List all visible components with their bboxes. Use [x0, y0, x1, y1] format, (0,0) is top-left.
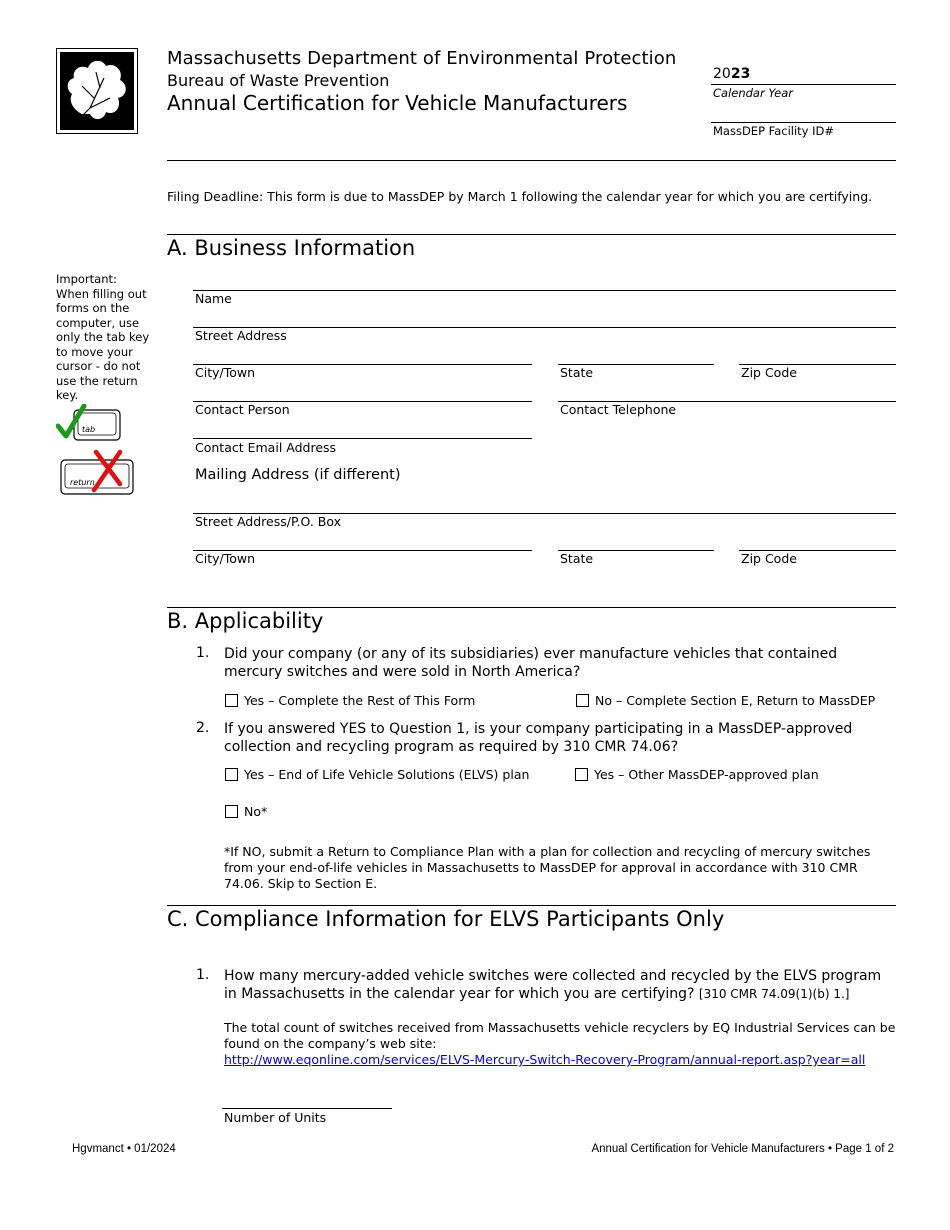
important-note: Important: When filling out forms on the computer, use only the tab key to move your cursor - do not use the return key. — [56, 272, 150, 402]
b-q2-other-option[interactable] — [575, 767, 819, 782]
oak-leaf-icon — [60, 52, 134, 130]
bureau-name: Bureau of Waste Prevention — [167, 71, 390, 90]
b-q2-number: 2. — [196, 720, 210, 736]
street-address-field[interactable] — [193, 327, 896, 328]
section-b-rule — [167, 607, 896, 608]
b-q2-text: If you answered YES to Question 1, is your company participating in a MassDEP-approved collection and recycling program as required by 310 CMR 74.06? — [224, 721, 853, 755]
state-label: State — [560, 365, 594, 380]
c-q1-question: How many mercury-added vehicle switches were collected and recycled by the ELVS program in Massachusetts in the calendar year for which you are certifying? — [224, 968, 882, 1002]
tab-key-text: tab — [82, 425, 96, 434]
section-c-rule — [167, 905, 896, 906]
name-label: Name — [195, 291, 232, 306]
year-prefix: 20 — [713, 66, 731, 82]
b-q2-elvs-label: Yes – End of Life Vehicle Solutions (ELVS) plan — [244, 767, 530, 782]
section-c-title: C. Compliance Information for ELVS Participants Only — [167, 907, 725, 931]
mailing-city-label: City/Town — [195, 551, 256, 566]
b-q1-no-label: No – Complete Section E, Return to MassDEP — [595, 693, 876, 708]
contact-email-field[interactable] — [193, 438, 532, 439]
mailing-zip-label: Zip Code — [741, 551, 797, 566]
mailing-state-label: State — [560, 551, 594, 566]
calendar-year-label: Calendar Year — [713, 86, 793, 100]
b-q1-no-checkbox[interactable] — [576, 694, 589, 707]
section-b-title: B. Applicability — [167, 609, 324, 633]
zip-label: Zip Code — [741, 365, 797, 380]
eq-report-link[interactable]: http://www.eqonline.com/services/ELVS-Mercury-Switch-Recovery-Program/annual-report.asp?year=all — [224, 1052, 866, 1067]
mailing-address-heading: Mailing Address (if different) — [195, 467, 401, 483]
massdep-logo — [56, 48, 138, 134]
header-divider — [167, 160, 896, 161]
b-q1-yes-checkbox[interactable] — [225, 694, 238, 707]
b-q1-yes-label: Yes – Complete the Rest of This Form — [244, 693, 476, 708]
b-q2-no-label: No* — [244, 804, 268, 819]
contact-email-label: Contact Email Address — [195, 440, 337, 455]
return-key-illustration — [58, 448, 138, 498]
footer-page-info: Annual Certification for Vehicle Manufacturers • Page 1 of 2 — [591, 1143, 894, 1155]
b-q2-elvs-checkbox[interactable] — [225, 768, 238, 781]
section-a-rule — [167, 234, 896, 235]
footer-form-code: Hgvmanct • 01/2024 — [72, 1143, 176, 1155]
facility-id-label: MassDEP Facility ID# — [713, 124, 835, 138]
c-q1-number: 1. — [196, 967, 210, 983]
b-q2-other-label: Yes – Other MassDEP-approved plan — [594, 767, 819, 782]
calendar-year-line — [711, 84, 896, 85]
number-of-units-field[interactable] — [222, 1108, 392, 1109]
facility-id-field[interactable] — [711, 122, 896, 123]
b-q2-no-option[interactable] — [225, 804, 267, 819]
b-q1-number: 1. — [196, 645, 210, 661]
section-a-title: A. Business Information — [167, 236, 416, 260]
contact-phone-label: Contact Telephone — [560, 402, 677, 417]
year-suffix: 23 — [730, 66, 751, 82]
return-key-text: return — [70, 478, 95, 487]
tab-key-illustration — [56, 404, 126, 444]
c-q1-citation: [310 CMR 74.09(1)(b) 1.] — [698, 987, 850, 1001]
b-q2-no-checkbox[interactable] — [225, 805, 238, 818]
agency-name: Massachusetts Department of Environmental Protection — [167, 48, 677, 69]
contact-person-label: Contact Person — [195, 402, 290, 417]
b-no-footnote: *If NO, submit a Return to Compliance Plan with a plan for collection and recycling of mercury switches from your end-of-life vehicles in Massachusetts to MassDEP for approval in accordance with 310 CMR 74.06. Skip to Section E. — [224, 844, 871, 891]
calendar-year-field[interactable] — [713, 66, 750, 82]
b-q1-no-option[interactable] — [576, 693, 875, 708]
c-info-text: The total count of switches received from Massachusetts vehicle recyclers by EQ Industrial Services can be found on the company’s web site: — [224, 1020, 896, 1051]
mailing-street-label: Street Address/P.O. Box — [195, 514, 342, 529]
b-q2-elvs-option[interactable] — [225, 767, 529, 782]
filing-deadline: Filing Deadline: This form is due to MassDEP by March 1 following the calendar year for which you are certifying. — [167, 189, 873, 204]
b-q1-text: Did your company (or any of its subsidiaries) ever manufacture vehicles that contained mercury switches and were sold in North America? — [224, 646, 838, 680]
form-title: Annual Certification for Vehicle Manufacturers — [167, 91, 628, 115]
b-q1-yes-option[interactable] — [225, 693, 475, 708]
number-of-units-label: Number of Units — [224, 1110, 327, 1125]
city-label: City/Town — [195, 365, 256, 380]
name-field[interactable] — [193, 290, 896, 291]
street-address-label: Street Address — [195, 328, 287, 343]
c-q1-text — [224, 967, 896, 1003]
b-q2-other-checkbox[interactable] — [575, 768, 588, 781]
